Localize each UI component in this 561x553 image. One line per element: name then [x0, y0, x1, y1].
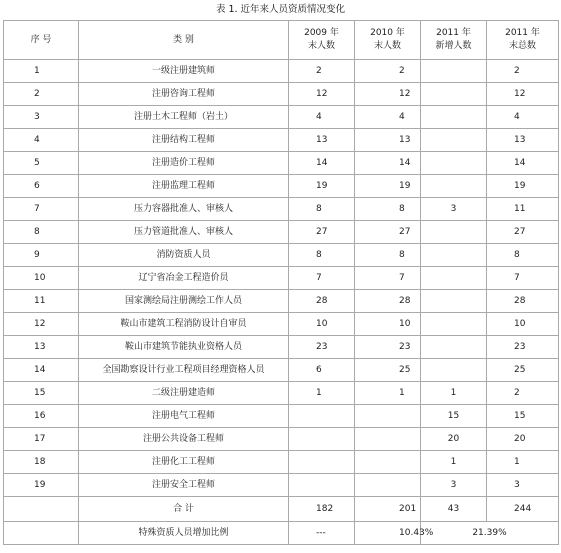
row-no: 17: [4, 428, 79, 451]
row-2009: 7: [289, 267, 355, 290]
row-no: 16: [4, 405, 79, 428]
row-2011-total: 14: [487, 152, 559, 175]
qualification-table: [3, 20, 559, 545]
row-2009: 13: [289, 129, 355, 152]
row-category: 一级注册建筑师: [79, 60, 289, 83]
row-category: 辽宁省冶金工程造价员: [79, 267, 289, 290]
header-2010: [355, 21, 421, 60]
row-2009: 6: [289, 359, 355, 382]
row-2011-total: 3: [487, 474, 559, 497]
row-2009: [289, 474, 355, 497]
row-2011-new: 1: [421, 451, 487, 474]
row-category: 鞍山市建筑节能执业资格人员: [79, 336, 289, 359]
row-2010: [355, 451, 421, 474]
row-no: 15: [4, 382, 79, 405]
total-2009: 182: [289, 497, 355, 522]
row-2011-new: [421, 359, 487, 382]
row-2011-total: 11: [487, 198, 559, 221]
row-2009: 12: [289, 83, 355, 106]
table-row: [4, 83, 559, 106]
row-2011-new: [421, 221, 487, 244]
row-2011-new: [421, 129, 487, 152]
header-row: [4, 21, 559, 60]
row-2009: 27: [289, 221, 355, 244]
row-category: 注册公共设备工程师: [79, 428, 289, 451]
row-no: 6: [4, 175, 79, 198]
row-2011-total: 20: [487, 428, 559, 451]
ratio-2009: ---: [289, 522, 355, 545]
row-category: 鞍山市建筑工程消防设计自审员: [79, 313, 289, 336]
total-2011-total: 244: [487, 497, 559, 522]
row-no: 3: [4, 106, 79, 129]
row-2009: 10: [289, 313, 355, 336]
row-2010: 23: [355, 336, 421, 359]
row-no: 13: [4, 336, 79, 359]
total-2011-new: 43: [421, 497, 487, 522]
table-row: [4, 244, 559, 267]
row-2010: [355, 428, 421, 451]
row-no: 7: [4, 198, 79, 221]
table-row: [4, 129, 559, 152]
row-category: 二级注册建造师: [79, 382, 289, 405]
row-2011-total: 25: [487, 359, 559, 382]
row-category: 注册电气工程师: [79, 405, 289, 428]
row-2011-total: 7: [487, 267, 559, 290]
row-2009: [289, 405, 355, 428]
row-category: 注册结构工程师: [79, 129, 289, 152]
row-no: 14: [4, 359, 79, 382]
table-row: [4, 290, 559, 313]
table-row: [4, 152, 559, 175]
total-no-cell: [4, 497, 79, 522]
row-2011-new: 3: [421, 198, 487, 221]
table-row: [4, 359, 559, 382]
header-2009: [289, 21, 355, 60]
row-2011-total: 2: [487, 382, 559, 405]
header-2010-line2: 末人数: [373, 41, 401, 51]
header-category: 类 别: [79, 21, 289, 60]
row-2011-total: 1: [487, 451, 559, 474]
table-row: [4, 405, 559, 428]
row-2011-new: [421, 244, 487, 267]
row-2011-new: 1: [421, 382, 487, 405]
header-2011-total-line1: 2011 年: [505, 28, 540, 38]
table-row: [4, 106, 559, 129]
row-2011-total: 2: [487, 60, 559, 83]
row-2011-new: [421, 313, 487, 336]
row-2009: 2: [289, 60, 355, 83]
table-row: [4, 221, 559, 244]
table-row: [4, 428, 559, 451]
row-2011-new: 3: [421, 474, 487, 497]
row-2010: 8: [355, 244, 421, 267]
row-no: 2: [4, 83, 79, 106]
row-2009: 8: [289, 198, 355, 221]
header-2011-new-line1: 2011 年: [436, 28, 471, 38]
table-row: [4, 313, 559, 336]
row-2011-total: 8: [487, 244, 559, 267]
table-caption: 表 1. 近年来人员资质情况变化: [215, 4, 346, 15]
header-2011-new-line2: 新增人数: [435, 41, 472, 51]
table-row: [4, 336, 559, 359]
row-2011-total: 4: [487, 106, 559, 129]
row-2010: 8: [355, 198, 421, 221]
row-2011-total: 27: [487, 221, 559, 244]
row-2009: 1: [289, 382, 355, 405]
row-2011-new: [421, 175, 487, 198]
row-2011-new: 20: [421, 428, 487, 451]
row-2011-total: 13: [487, 129, 559, 152]
row-2009: 23: [289, 336, 355, 359]
total-label: 合 计: [79, 497, 289, 522]
row-2009: 19: [289, 175, 355, 198]
row-2010: 14: [355, 152, 421, 175]
table-row: [4, 474, 559, 497]
row-category: 注册土木工程师（岩土）: [79, 106, 289, 129]
row-2010: 19: [355, 175, 421, 198]
row-category: 注册监理工程师: [79, 175, 289, 198]
row-2010: 25: [355, 359, 421, 382]
ratio-row: [4, 522, 559, 545]
row-2011-total: 15: [487, 405, 559, 428]
row-no: 10: [4, 267, 79, 290]
row-2009: [289, 451, 355, 474]
row-no: 18: [4, 451, 79, 474]
row-no: 12: [4, 313, 79, 336]
row-category: 消防资质人员: [79, 244, 289, 267]
total-row: [4, 497, 559, 522]
row-no: 11: [4, 290, 79, 313]
table-row: [4, 267, 559, 290]
row-2009: 14: [289, 152, 355, 175]
row-category: 全国勘察设计行业工程项目经理资格人员: [79, 359, 289, 382]
row-2010: 4: [355, 106, 421, 129]
row-category: 国家测绘局注册测绘工作人员: [79, 290, 289, 313]
total-2010: 201: [355, 497, 421, 522]
row-2011-total: 19: [487, 175, 559, 198]
row-category: 注册安全工程师: [79, 474, 289, 497]
row-category: 注册咨询工程师: [79, 83, 289, 106]
header-2010-line1: 2010 年: [370, 28, 405, 38]
row-2011-new: [421, 106, 487, 129]
header-2009-line1: 2009 年: [304, 28, 339, 38]
row-2009: 4: [289, 106, 355, 129]
row-no: 9: [4, 244, 79, 267]
row-category: 注册造价工程师: [79, 152, 289, 175]
row-2011-new: [421, 60, 487, 83]
row-2011-new: [421, 267, 487, 290]
table-row: [4, 198, 559, 221]
table-row: [4, 60, 559, 83]
row-2011-total: 28: [487, 290, 559, 313]
row-2011-total: 10: [487, 313, 559, 336]
header-2011-total: [487, 21, 559, 60]
header-2009-line2: 末人数: [307, 41, 335, 51]
row-2010: 7: [355, 267, 421, 290]
row-2011-total: 12: [487, 83, 559, 106]
row-2010: 13: [355, 129, 421, 152]
row-2011-new: [421, 152, 487, 175]
row-2010: 27: [355, 221, 421, 244]
header-no: 序 号: [4, 21, 79, 60]
row-category: 注册化工工程师: [79, 451, 289, 474]
ratio-2010: 10.43%: [355, 522, 421, 545]
row-2010: [355, 405, 421, 428]
table-row: [4, 451, 559, 474]
header-2011-total-line2: 末总数: [508, 41, 536, 51]
row-category: 压力管道批准人、审核人: [79, 221, 289, 244]
row-2010: 28: [355, 290, 421, 313]
ratio-label: 特殊资质人员增加比例: [79, 522, 289, 545]
row-2009: 28: [289, 290, 355, 313]
row-no: 8: [4, 221, 79, 244]
row-no: 19: [4, 474, 79, 497]
row-2011-new: [421, 290, 487, 313]
table-row: [4, 175, 559, 198]
row-2011-new: [421, 336, 487, 359]
row-2010: 2: [355, 60, 421, 83]
row-2011-new: [421, 83, 487, 106]
row-category: 压力容器批准人、审核人: [79, 198, 289, 221]
row-2009: [289, 428, 355, 451]
row-no: 1: [4, 60, 79, 83]
row-no: 5: [4, 152, 79, 175]
row-2010: 1: [355, 382, 421, 405]
ratio-2011: 21.39%: [421, 522, 559, 545]
ratio-no-cell: [4, 522, 79, 545]
row-2010: 10: [355, 313, 421, 336]
table-row: [4, 382, 559, 405]
row-2011-total: 23: [487, 336, 559, 359]
row-2010: 12: [355, 83, 421, 106]
row-2009: 8: [289, 244, 355, 267]
header-2011-new: [421, 21, 487, 60]
row-2011-new: 15: [421, 405, 487, 428]
row-2010: [355, 474, 421, 497]
row-no: 4: [4, 129, 79, 152]
